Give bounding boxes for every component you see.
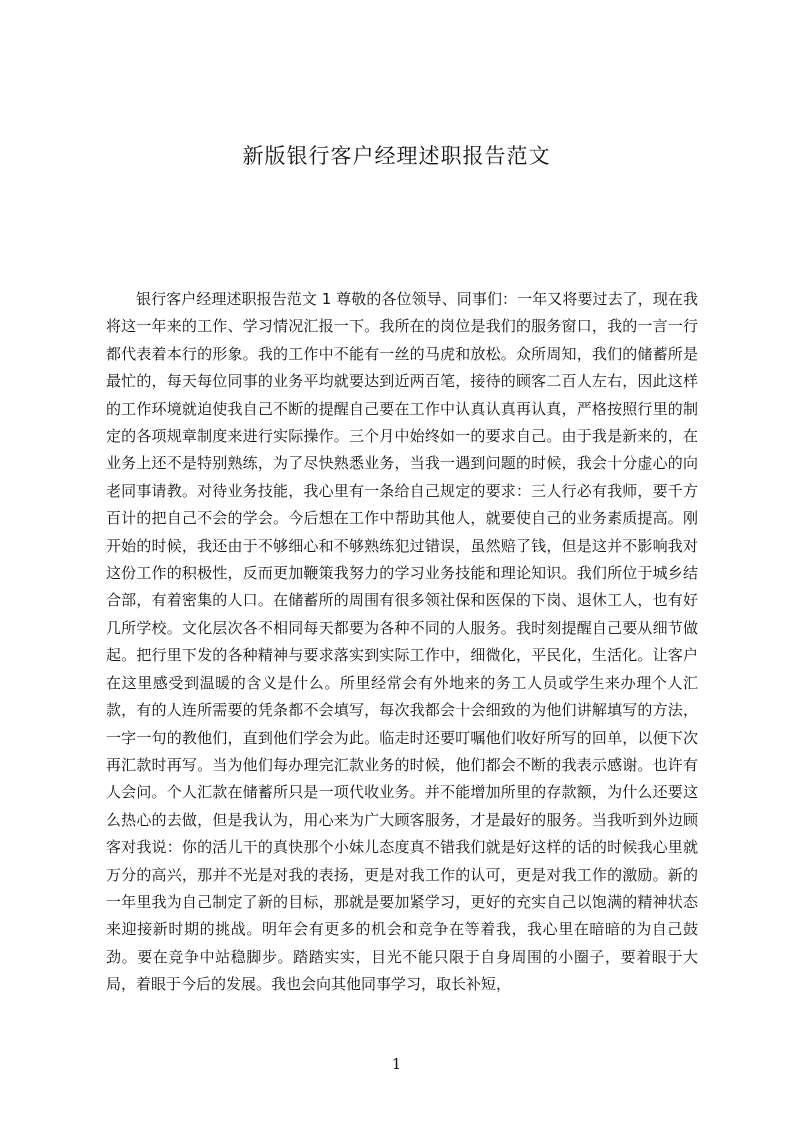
document-title: 新版银行客户经理述职报告范文: [242, 144, 551, 168]
page-number: 1: [391, 1055, 402, 1073]
body-paragraph: 银行客户经理述职报告范文 1 尊敬的各位领导、同事们：一年又将要过去了，现在我将这一年来的工作、学习情况汇报一下。我所在的岗位是我们的服务窗口，我的一言一行都代表着本行的形象。我的工作中不能有一丝的马虎和放松。众所周知，我们的储蓄所是最忙的，每天每位同事的业务平均就要达到近两百笔，接待的顾客二百人左右，因此这样的工作环境就迫使我自己不断的提醒自己要在工作中认真认真再认真，严格按照行里的制定的各项规章制度来进行实际操作。三个月中始终如一的要求自己。由于我是新来的，在业务上还不是特别熟练，为了尽快熟悉业务，当我一遇到问题的时候，我会十分虚心的向老同事请教。对待业务技能，我心里有一条给自己规定的要求：三人行必有我师，要千方百计的把自己不会的学会。今后想在工作中帮助其他人，就要使自己的业务素质提高。刚开始的时候，我还由于不够细心和不够熟练犯过错误，虽然赔了钱，但是这并不影响我对这份工作的积极性，反而更加鞭策我努力的学习业务技能和理论知识。我们所位于城乡结合部，有着密集的人口。在储蓄所的周围有很多领社保和医保的下岗、退休工人，也有好几所学校。文化层次各不相同每天都要为各种不同的人服务。我时刻提醒自己要从细节做起。把行里下发的各种精神与要求落实到实际工作中，细微化，平民化，生活化。让客户在这里感受到温暖的含义是什么。所里经常会有外地来的务工人员或学生来办理个人汇款，有的人连所需要的凭条都不会填写，每次我都会十会细致的为他们讲解填写的方法，一字一句的教他们，直到他们学会为此。临走时还要叮嘱他们收好所写的回单，以便下次再汇款时再写。当为他们每办理完汇款业务的时候，他们都会不断的我表示感谢。也许有人会问。个人汇款在储蓄所只是一项代收业务。并不能增加所里的存款额，为什么还要这么热心的去做，但是我认为，用心来为广大顾客服务，才是最好的服务。当我听到外边顾客对我说：你的活儿干的真快那个小妹儿态度真不错我们就是好这样的话的时候我心里就万分的高兴，那并不光是对我的表扬，更是对我工作的认可，更是对我工作的激励。新的一年里我为自己制定了新的目标，那就是要加紧学习，更好的充实自己以饱满的精神状态来迎接新时期的挑战。明年会有更多的机会和竞争在等着我，我心里在暗暗的为自己鼓劲。要在竞争中站稳脚步。踏踏实实，目光不能只限于自身周围的小圈子，要着眼于大局，着眼于今后的发展。我也会向其他同事学习，取长补短，: [106, 290, 698, 994]
